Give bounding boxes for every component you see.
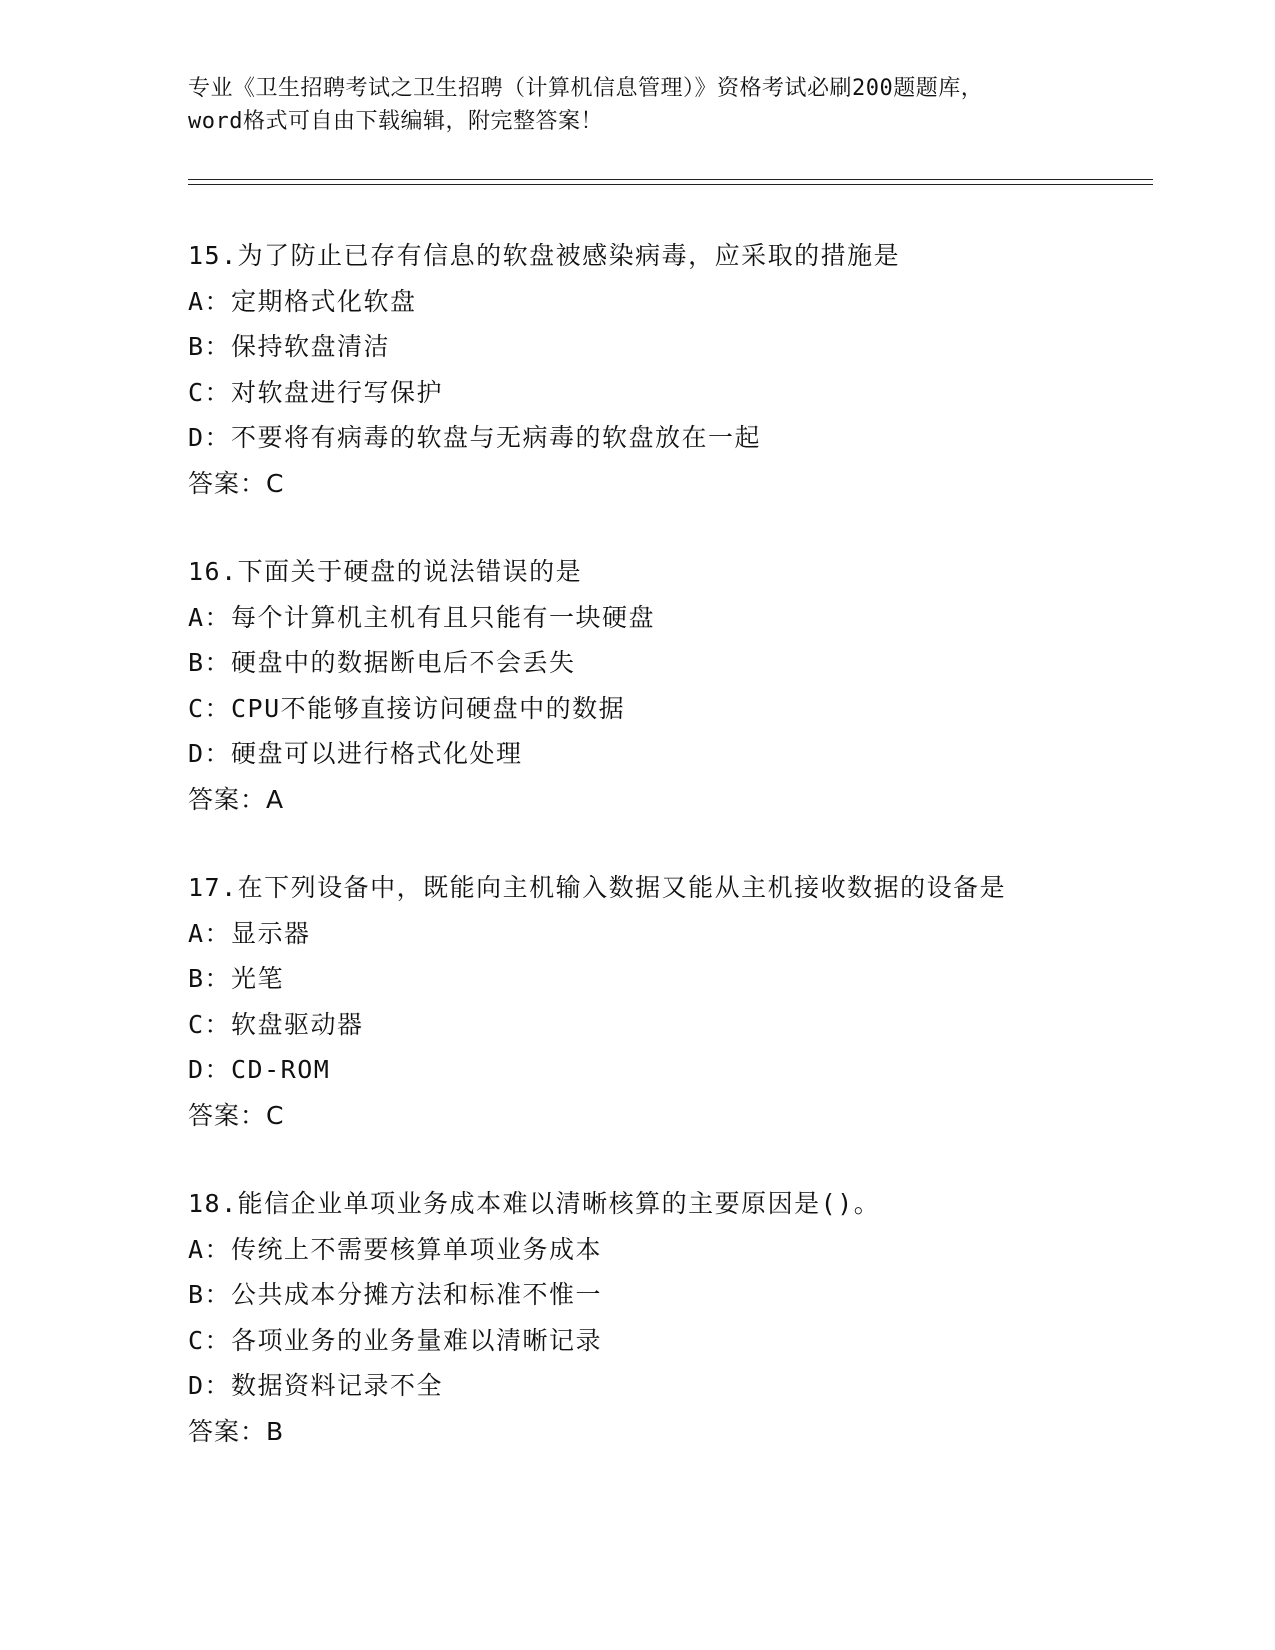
question-stem: 18.能信企业单项业务成本难以清晰核算的主要原因是()。: [188, 1189, 881, 1218]
option-letter: D：: [188, 739, 232, 768]
question-stem: 17.在下列设备中，既能向主机输入数据又能从主机接收数据的设备是: [188, 873, 1007, 902]
option-a: [188, 595, 1153, 641]
question-stem: 15.为了防止已存有信息的软盘被感染病毒，应采取的措施是: [188, 241, 901, 270]
option-text: 硬盘中的数据断电后不会丢失: [231, 648, 576, 677]
option-d: [188, 1363, 1153, 1409]
option-text: 定期格式化软盘: [231, 286, 417, 316]
option-b: [188, 1272, 1153, 1318]
header-title-line-1: 专业《卫生招聘考试之卫生招聘（计算机信息管理）》资格考试必刷200题题库，: [188, 76, 984, 101]
option-text: CD-ROM: [231, 1055, 331, 1084]
question-16: [188, 549, 1153, 822]
answer-line: 答案：C: [188, 1100, 285, 1130]
option-b: [188, 640, 1153, 686]
option-text: 显示器: [231, 918, 311, 948]
option-text: CPU不能够直接访问硬盘中的数据: [231, 693, 626, 723]
option-text: 光笔: [231, 964, 285, 993]
option-b: [188, 324, 1153, 370]
question-list: [188, 233, 1153, 1497]
option-d: [188, 1047, 1153, 1093]
header-divider-bottom: [188, 184, 1153, 185]
option-c: [188, 1002, 1153, 1048]
option-a: [188, 1227, 1153, 1273]
option-letter: D：: [188, 1055, 232, 1084]
document-header: [188, 72, 1088, 138]
option-text: 不要将有病毒的软盘与无病毒的软盘放在一起: [231, 423, 762, 452]
option-letter: D：: [188, 1371, 232, 1400]
option-d: [188, 731, 1153, 777]
header-title-line-2: word格式可自由下载编辑，附完整答案！: [188, 109, 603, 134]
option-text: 硬盘可以进行格式化处理: [231, 739, 523, 768]
answer-line: 答案：A: [188, 784, 285, 814]
option-text: 数据资料记录不全: [231, 1371, 444, 1400]
option-letter: C：: [188, 1325, 232, 1355]
option-letter: B：: [188, 332, 232, 361]
option-letter: D：: [188, 423, 232, 452]
option-letter: A：: [188, 1234, 232, 1264]
option-letter: A：: [188, 286, 232, 316]
option-text: 公共成本分摊方法和标准不惟一: [231, 1280, 603, 1309]
option-letter: C：: [188, 377, 232, 407]
option-letter: A：: [188, 918, 232, 948]
option-c: [188, 370, 1153, 416]
question-15: [188, 233, 1153, 506]
option-letter: C：: [188, 693, 232, 723]
option-text: 保持软盘清洁: [231, 332, 391, 361]
option-text: 各项业务的业务量难以清晰记录: [231, 1325, 603, 1355]
option-a: [188, 911, 1153, 957]
option-d: [188, 415, 1153, 461]
question-stem: 16.下面关于硬盘的说法错误的是: [188, 557, 583, 586]
option-text: 每个计算机主机有且只能有一块硬盘: [231, 602, 656, 632]
option-text: 对软盘进行写保护: [231, 377, 444, 407]
option-c: [188, 1318, 1153, 1364]
option-text: 传统上不需要核算单项业务成本: [231, 1234, 603, 1264]
option-letter: B：: [188, 648, 232, 677]
header-divider-top: [188, 179, 1153, 180]
answer-line: 答案：C: [188, 468, 285, 498]
option-c: [188, 686, 1153, 732]
option-letter: B：: [188, 1280, 232, 1309]
question-17: [188, 865, 1153, 1138]
option-b: [188, 956, 1153, 1002]
option-letter: B：: [188, 964, 232, 993]
option-letter: A：: [188, 602, 232, 632]
question-18: [188, 1181, 1153, 1454]
answer-line: 答案：B: [188, 1416, 285, 1446]
option-text: 软盘驱动器: [231, 1009, 364, 1039]
option-a: [188, 279, 1153, 325]
option-letter: C：: [188, 1009, 232, 1039]
